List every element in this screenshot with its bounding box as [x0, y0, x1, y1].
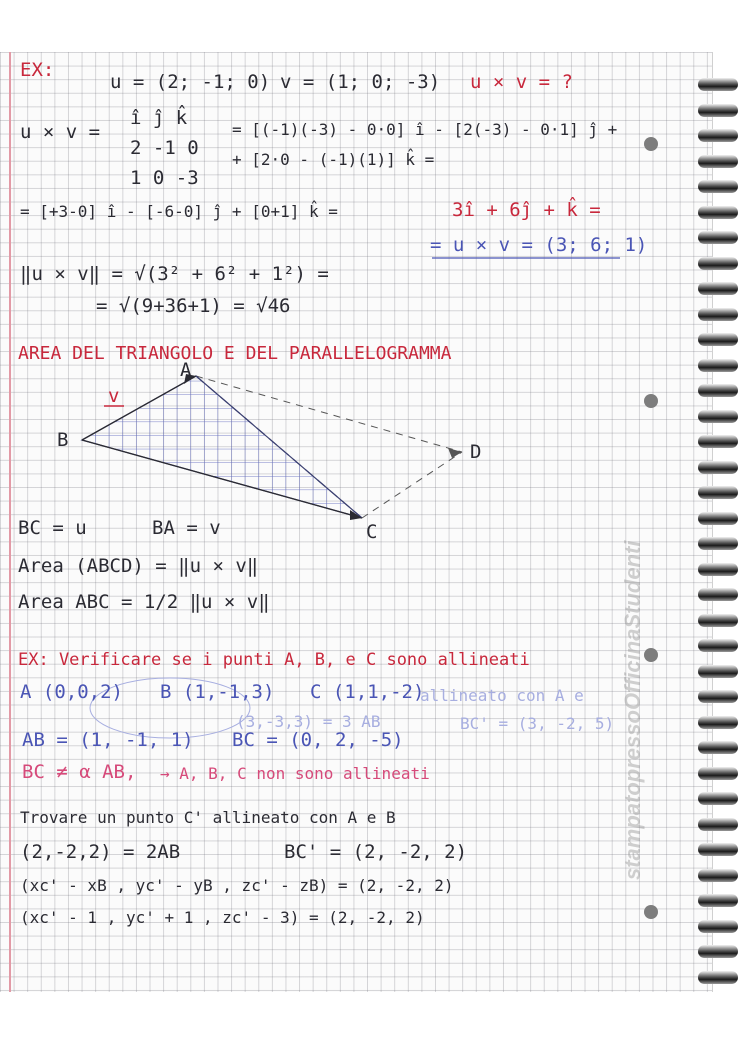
norm-line-1: ‖u × v‖ = √(3² + 6² + 1²) = — [20, 263, 329, 285]
result-vector: = u × v = (3; 6; 1) — [430, 234, 648, 256]
faint-note-left: (3,-3,3) = 3 AB — [236, 712, 381, 731]
expansion-line-1: = [(-1)(-3) - 0·0] î - [2(-3) - 0·1] ĵ + — [232, 120, 618, 139]
watermark: stampatopressoOfficinaStudenti — [620, 540, 645, 880]
point-b-coords: B (1,-1,3) — [160, 681, 275, 703]
point-c-label: C — [366, 521, 378, 543]
find-point-heading: Trovare un punto C' allineato con A e B — [20, 808, 396, 827]
find-line-4: (xc' - 1 , yc' + 1 , zc' - 3) = (2, -2, 2) — [20, 908, 425, 927]
find-line-2b: BC' = (2, -2, 2) — [284, 841, 468, 863]
dashed-c-d — [362, 452, 462, 518]
conclusion-text: → A, B, C non sono allineati — [160, 764, 430, 783]
determinant-row-2: 2 -1 0 — [130, 137, 199, 159]
u-definition: u = (2; -1; 0) — [110, 71, 271, 93]
expansion-line-2: + [2·0 - (-1)(1)] k̂ = — [232, 150, 435, 169]
conclusion-condition: BC ≠ α AB, — [22, 761, 137, 783]
expansion-line-3: = [+3-0] î - [-6-0] ĵ + [0+1] k̂ = — [20, 202, 338, 221]
arrowhead-d — [448, 448, 462, 458]
point-a-label: A — [180, 359, 192, 381]
faint-note-right: BC' = (3, -2, 5) — [460, 714, 615, 733]
point-a-coords: A (0,0,2) — [20, 681, 123, 703]
point-c-coords: C (1,1,-2) — [310, 681, 425, 703]
point-d-label: D — [470, 441, 482, 463]
arrowhead-c — [350, 510, 362, 520]
find-line-3: (xc' - xB , yc' - yB , zc' - zB) = (2, -2, 2) — [20, 876, 454, 895]
area-parallelogram: Area (ABCD) = ‖u × v‖ — [18, 555, 259, 577]
v-definition: v = (1; 0; -3) — [280, 71, 441, 93]
vector-ab: AB = (1, -1, 1) — [22, 729, 194, 751]
result-components: 3î + 6ĵ + k̂ = — [452, 199, 601, 221]
bc-definition: BC = u — [18, 517, 87, 539]
vector-v-label: v — [108, 385, 120, 407]
ex2-title: EX: Verificare se i punti A, B, e C sono allineati — [18, 650, 530, 670]
cross-label: u × v = — [20, 121, 101, 143]
determinant-row-3: 1 0 -3 — [130, 167, 199, 189]
determinant-row-1: î ĵ k̂ — [130, 107, 188, 129]
find-line-2a: (2,-2,2) = 2AB — [20, 841, 181, 863]
area-heading: AREA DEL TRIANGOLO E DEL PARALLELOGRAMMA — [18, 343, 452, 364]
ba-definition: BA = v — [152, 517, 221, 539]
ex1-title: EX: — [20, 59, 55, 81]
point-b-label: B — [57, 429, 69, 451]
note-allineato: allineato con A e — [420, 686, 584, 705]
vector-bc: BC = (0, 2, -5) — [232, 729, 404, 751]
cross-question: u × v = ? — [470, 71, 573, 93]
norm-line-2: = √(9+36+1) = √46 — [96, 295, 291, 317]
area-triangle: Area ABC = 1/2 ‖u × v‖ — [18, 591, 270, 613]
hatched-triangle — [82, 376, 362, 518]
